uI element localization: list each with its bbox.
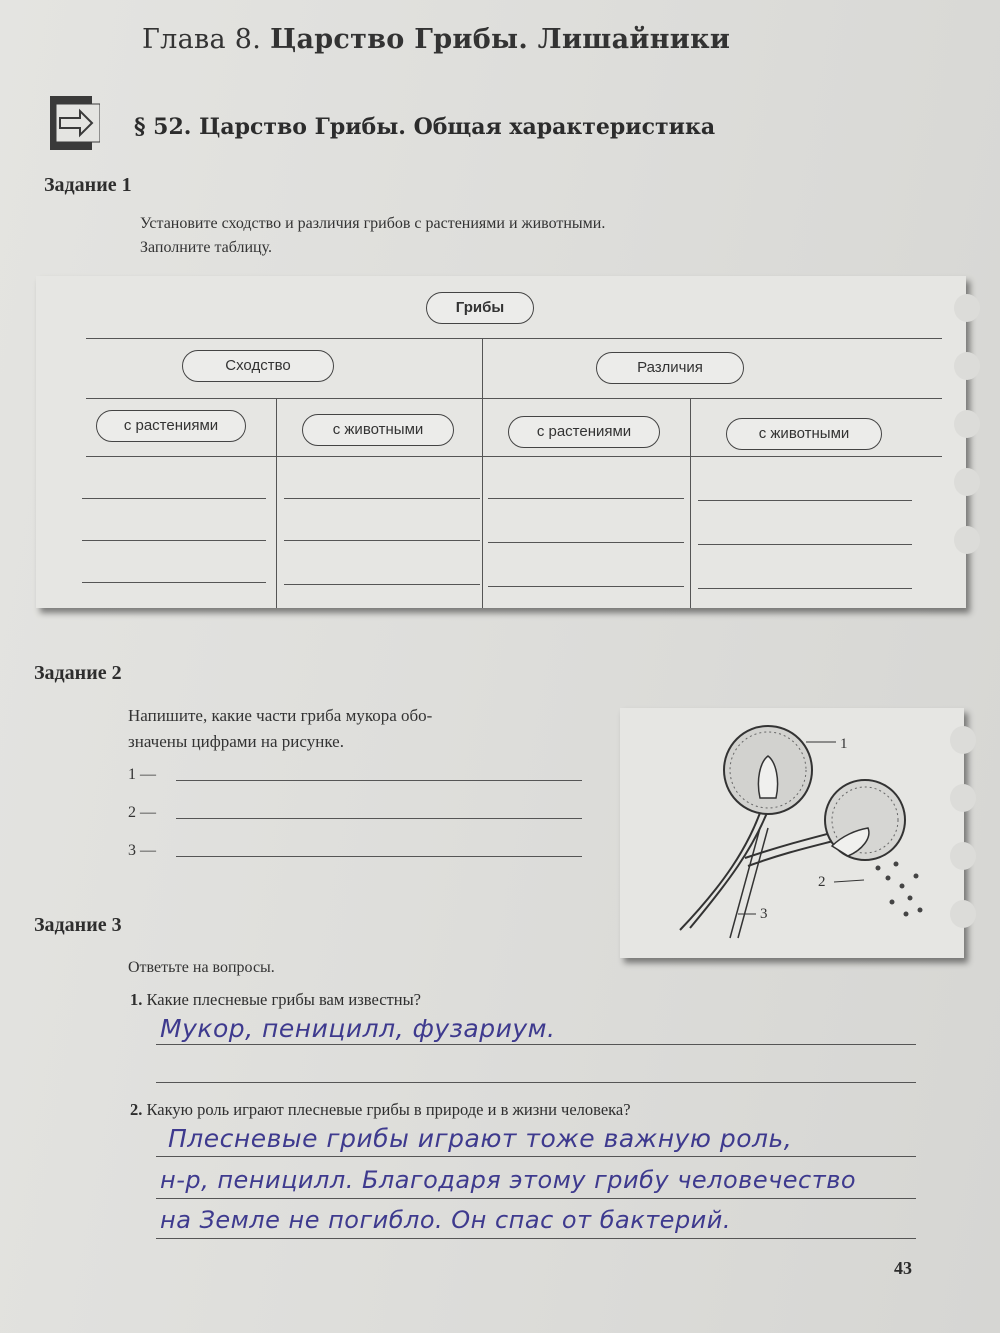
answer-line[interactable] — [82, 498, 266, 499]
chapter-title: Глава 8. Царство Грибы. Лишайники — [142, 24, 731, 55]
figure-label-1: 1 — [840, 736, 848, 752]
answer-line[interactable] — [488, 586, 684, 587]
answer-line-3[interactable] — [176, 856, 582, 857]
table-card — [36, 276, 966, 608]
task3-instruction: Ответьте на вопросы. — [128, 959, 275, 976]
col-header-plants-1: с растениями — [96, 410, 246, 442]
answer-2-line-1: Плесневые грибы играют тоже важную роль, — [168, 1124, 793, 1153]
figure-label-2: 2 — [818, 874, 826, 890]
answer-line[interactable] — [284, 584, 480, 585]
mucor-illustration — [620, 708, 950, 958]
answer-line[interactable] — [82, 582, 266, 583]
section-title: § 52. Царство Грибы. Общая характеристика — [134, 114, 716, 140]
answer-line[interactable] — [284, 540, 480, 541]
task3-heading: Задание 3 — [34, 914, 122, 936]
similarity-label: Сходство — [182, 350, 334, 382]
item-number: 2 — — [128, 804, 156, 821]
answer-line[interactable] — [156, 1082, 916, 1083]
item-number: 1 — — [128, 766, 156, 783]
root-node-label: Грибы — [426, 292, 534, 324]
mucor-figure — [620, 708, 964, 958]
figure-label-3: 3 — [760, 906, 768, 922]
answer-line[interactable] — [488, 542, 684, 543]
answer-line[interactable] — [82, 540, 266, 541]
question-1: 1. Какие плесневые грибы вам известны? — [130, 990, 421, 1009]
answer-line-1[interactable] — [176, 780, 582, 781]
answer-line[interactable] — [698, 544, 912, 545]
task1-heading: Задание 1 — [44, 174, 132, 196]
col-header-animals-2: с животными — [726, 418, 882, 450]
answer-1-handwritten: Мукор, пеницилл, фузариум. — [160, 1014, 556, 1043]
answer-line[interactable] — [156, 1238, 916, 1239]
differences-label: Различия — [596, 352, 744, 384]
item-number: 3 — — [128, 842, 156, 859]
answer-2-line-2: н-р, пеницилл. Благодаря этому грибу человечество — [160, 1166, 857, 1194]
task2-heading: Задание 2 — [34, 662, 122, 684]
col-header-plants-2: с растениями — [508, 416, 660, 448]
question-2: 2. Какую роль играют плесневые грибы в природе и в жизни человека? — [130, 1100, 631, 1119]
answer-line-2[interactable] — [176, 818, 582, 819]
answer-line[interactable] — [156, 1156, 916, 1157]
answer-line[interactable] — [156, 1044, 916, 1045]
answer-line[interactable] — [284, 498, 480, 499]
answer-line[interactable] — [698, 588, 912, 589]
answer-2-line-3: на Земле не погибло. Он спас от бактерий. — [160, 1206, 731, 1234]
arrow-right-icon — [50, 96, 100, 150]
task1-instruction-1: Установите сходство и различия грибов с растениями и животными. — [140, 215, 606, 232]
task2-instruction-1: Напишите, какие части гриба мукора обо- — [128, 706, 433, 725]
col-header-animals-1: с животными — [302, 414, 454, 446]
answer-line[interactable] — [156, 1198, 916, 1199]
task1-instruction-2: Заполните таблицу. — [140, 239, 272, 256]
answer-line[interactable] — [488, 498, 684, 499]
task2-instruction-2: значены цифрами на рисунке. — [128, 732, 344, 751]
page-number: 43 — [894, 1258, 912, 1278]
answer-line[interactable] — [698, 500, 912, 501]
